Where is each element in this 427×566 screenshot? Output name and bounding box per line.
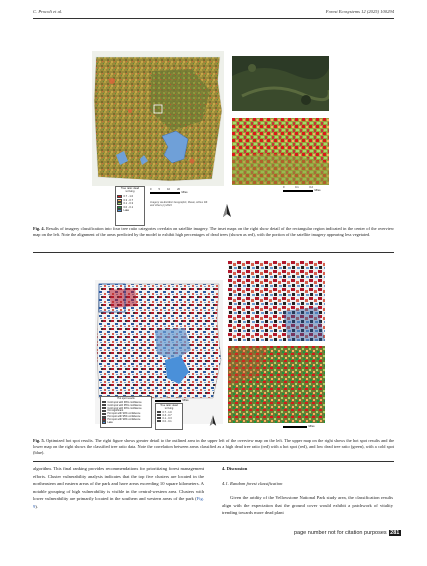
fig4-inset-scale-unit: Miles	[314, 189, 321, 192]
subsection-heading-random-forest: 4.1. Random forest classification	[222, 480, 283, 486]
fig4-legend-swatch	[117, 199, 122, 202]
footer-note: page number not for citation purposes	[294, 530, 387, 536]
fig4-caption-label: Fig. 4.	[33, 226, 45, 231]
section-heading-discussion: 4. Discussion	[222, 466, 248, 471]
fig5-hotspot-legend-label: Hot spot with 90% confidence	[107, 412, 141, 416]
fig5-inset-hotspot	[228, 261, 325, 341]
fig5-hotspot-legend-swatch	[102, 421, 106, 423]
fig5-treeratio-legend-label: 0.0 - 0.1	[162, 419, 172, 423]
fig5-scale-tick: 0	[155, 396, 157, 399]
fig5-treeratio-legend-label: 0.3 - 0.7	[162, 413, 172, 417]
fig5-treeratio-legend-title: Tree ratio: dead to living	[160, 404, 178, 410]
fig5-hotspot-legend-title: Hot spot results	[117, 397, 135, 400]
body-left-end: ).	[35, 503, 38, 509]
fig4-legend-item	[117, 209, 143, 213]
fig5-hotspot-legend-label: Hot spot with 99% confidence	[107, 418, 141, 422]
body-left-column	[33, 465, 204, 511]
fig4-legend-swatch	[117, 206, 122, 209]
fig5-hotspot-legend-label: Cold spot with 95% confidence	[107, 403, 142, 407]
fig4-legend-swatch	[117, 195, 122, 198]
fig9-link[interactable]: Fig. 9	[33, 496, 204, 509]
fig5-scale-unit: Miles	[182, 399, 189, 402]
fig5-inset-scale-bar	[283, 425, 315, 428]
fig4-legend-label: 0.3 - 0.7	[123, 198, 134, 202]
fig4-legend-label: 0.7 - 1.0	[123, 195, 134, 199]
fig5-hotspot-legend	[100, 396, 152, 428]
fig4-scale-tick: 20	[177, 188, 180, 191]
north-arrow-icon	[222, 204, 232, 218]
fig4-legend-label: 0.0 - 0.1	[123, 205, 134, 209]
fig4-scale-unit: Miles	[181, 191, 188, 194]
fig4-rule	[33, 252, 394, 253]
fig5-caption-label: Fig. 5.	[33, 438, 45, 443]
north-arrow-icon	[209, 415, 217, 427]
running-header	[33, 9, 394, 17]
fig5-caption-text: Optimized hot spot results. The right figure shows greater detail to the outlined area in the upper left of the overview map on the left. The upper map on the right shows the hot spot results and the lower map on the right shows the classified tree ratio data. Note the correlation between areas classified as a high dead tree ratio (red) with a hot spot (red), and low dead tree ratio (green), with a cold spot (blue).	[33, 438, 395, 456]
body-right-column	[222, 465, 393, 517]
header-journal: Forest Ecosystems 12 (2025) 100294	[325, 9, 394, 14]
fig4-inset-scale-bar	[283, 186, 321, 192]
fig4-scale-tick: 10	[167, 188, 170, 191]
fig4-scale-bar	[150, 188, 188, 194]
fig4-legend-swatch	[117, 209, 122, 212]
fig4-inset-scale-tick: 0.1	[295, 186, 299, 189]
fig4-legend-swatch	[117, 202, 122, 205]
fig5-hotspot-legend-label: Hot spot with 95% confidence	[107, 415, 141, 419]
fig4-legend-label: 0.1 - 0.3	[123, 202, 134, 206]
fig5-treeratio-legend-item	[157, 420, 181, 423]
header-authors: C. Procoli et al.	[33, 9, 63, 14]
fig4-legend-title: Tree ratio: dead to living	[120, 187, 140, 193]
fig5-hotspot-legend-label: Cold spot with 99% confidence	[107, 400, 142, 404]
page-number: 281	[390, 530, 400, 536]
fig4-caption	[33, 226, 394, 238]
fig4-overview-map	[92, 51, 224, 186]
fig5-hotspot-legend-label: Lake	[107, 420, 113, 424]
fig4-caption-text: Results of imagery classification into four tree ratio categories overlain on satellite imagery. The inset maps on the right show detail of the rectangular region indicated in the center of the overview map on the left. Note the alignment of the areas predicted by the model to exhibit high percentages of dead trees (shown as red), with the portion of the satellite imagery appearing less vegetated.	[33, 226, 394, 238]
fig5-treeratio-legend-label: 0.7 - 1.0	[162, 410, 172, 414]
fig5-inset-scale-unit: Miles	[308, 425, 315, 428]
body-left-text: algorithm. This final ranking provides recommendations for prioritizing forest management efforts. Cluster vulnerability analysis indicates that the top five clusters are located in the northeastern and eastern areas of the park and have areas exceeding 10 square kilometers. A notable grouping of high vulnerability is visible in the central-western area. Clusters with lower vulnerability are primarily located in the southern and western areas of the park (	[33, 466, 204, 502]
fig5-scale-tick: 10	[178, 396, 181, 399]
fig5-hotspot-legend-item	[102, 421, 150, 424]
fig4-legend-label: Lake	[123, 209, 130, 213]
fig5-scale-bar	[155, 396, 189, 402]
fig4-legend	[115, 186, 145, 226]
fig5-treeratio-legend-label: 0.1 - 0.3	[162, 416, 172, 420]
fig5-scale-tick: 5	[166, 396, 168, 399]
fig5-inset-treeratio	[228, 346, 325, 423]
fig4-inset-scale-tick: 0.2	[309, 186, 313, 189]
fig4-scale-tick: 0	[150, 188, 152, 191]
fig5-hotspot-legend-label: Not significant	[107, 409, 124, 413]
fig4-scale-tick: 5	[158, 188, 160, 191]
fig5-hotspot-legend-label: Cold spot with 90% confidence	[107, 406, 142, 410]
fig4-inset-satellite	[232, 56, 329, 111]
fig5-treeratio-legend-swatch	[157, 420, 161, 423]
fig4-inset-classified	[232, 118, 329, 185]
header-rule	[33, 18, 394, 19]
fig5-caption	[33, 438, 394, 456]
page-footer	[294, 530, 401, 536]
body-right-text: Given the aridity of the Yellowstone National Park study area, the classification results align with the expectation that the ground cover would exhibit a patchwork of vitality trending towards more dead plant	[222, 495, 393, 516]
fig4-imagery-credit: Imagery via Esri/Esri Geographic, Maxar, Airbus DS and others (c) 2024	[150, 201, 208, 208]
fig5-treeratio-legend	[155, 403, 183, 430]
fig4-inset-scale-tick: 0	[283, 186, 285, 189]
fig5-rule	[33, 461, 394, 462]
